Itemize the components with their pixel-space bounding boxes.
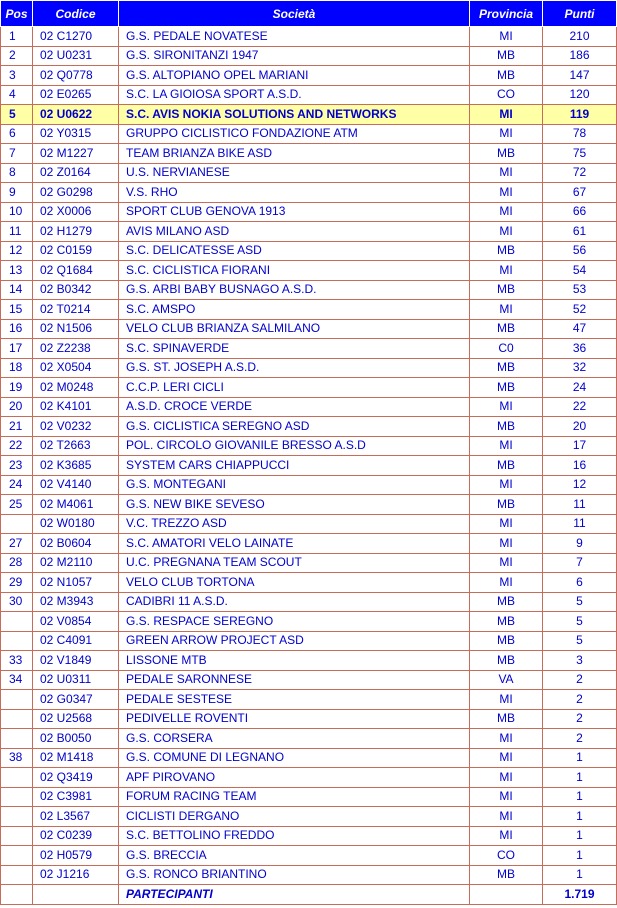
cell-pos: 29	[1, 573, 33, 593]
cell-punti: 1	[543, 846, 617, 866]
cell-pos: 15	[1, 300, 33, 320]
cell-punti: 54	[543, 261, 617, 281]
cell-codice: 02 B0050	[33, 729, 119, 749]
cell-societa: S.C. AVIS NOKIA SOLUTIONS AND NETWORKS	[119, 105, 470, 125]
table-row	[1, 397, 617, 417]
table-row	[1, 846, 617, 866]
cell-societa: S.C. BETTOLINO FREDDO	[119, 826, 470, 846]
cell-provincia: MI	[470, 124, 543, 144]
cell-societa: TEAM BRIANZA BIKE ASD	[119, 144, 470, 164]
cell-codice: 02 K3685	[33, 456, 119, 476]
cell-punti: 210	[543, 27, 617, 47]
cell-punti: 1	[543, 865, 617, 885]
table-row	[1, 222, 617, 242]
table-row	[1, 417, 617, 437]
table-row	[1, 592, 617, 612]
cell-punti: 22	[543, 397, 617, 417]
cell-pos: 33	[1, 651, 33, 671]
cell-provincia: MI	[470, 27, 543, 47]
table-row	[1, 826, 617, 846]
table-row	[1, 631, 617, 651]
cell-provincia: MB	[470, 495, 543, 515]
cell-pos: 1	[1, 27, 33, 47]
cell-provincia: MI	[470, 300, 543, 320]
table-row	[1, 553, 617, 573]
cell-provincia: MB	[470, 378, 543, 398]
table-row	[1, 670, 617, 690]
cell-pos: 6	[1, 124, 33, 144]
table-row	[1, 202, 617, 222]
cell-codice: 02 V0854	[33, 612, 119, 632]
cell-provincia: MB	[470, 46, 543, 66]
cell-punti: 20	[543, 417, 617, 437]
cell-pos: 8	[1, 163, 33, 183]
cell-punti: 75	[543, 144, 617, 164]
cell-provincia: MI	[470, 826, 543, 846]
cell-provincia: MB	[470, 144, 543, 164]
cell-codice: 02 J1216	[33, 865, 119, 885]
cell-punti: 1	[543, 826, 617, 846]
cell-codice: 02 N1506	[33, 319, 119, 339]
cell-provincia: CO	[470, 846, 543, 866]
cell-codice: 02 H1279	[33, 222, 119, 242]
cell-codice: 02 X0006	[33, 202, 119, 222]
cell-pos: 5	[1, 105, 33, 125]
cell-pos: 25	[1, 495, 33, 515]
cell-pos: 34	[1, 670, 33, 690]
cell-punti: 52	[543, 300, 617, 320]
cell-codice: 02 W0180	[33, 514, 119, 534]
cell-societa: G.S. ARBI BABY BUSNAGO A.S.D.	[119, 280, 470, 300]
cell-codice: 02 M4061	[33, 495, 119, 515]
cell-punti: 9	[543, 534, 617, 554]
table-row	[1, 573, 617, 593]
cell-codice: 02 G0298	[33, 183, 119, 203]
table-row	[1, 85, 617, 105]
cell-punti: 120	[543, 85, 617, 105]
cell-provincia: VA	[470, 670, 543, 690]
cell-societa: U.S. NERVIANESE	[119, 163, 470, 183]
cell-societa: G.S. ST. JOSEPH A.S.D.	[119, 358, 470, 378]
cell-societa: GRUPPO CICLISTICO FONDAZIONE ATM	[119, 124, 470, 144]
cell-provincia: MB	[470, 241, 543, 261]
cell-provincia: CO	[470, 85, 543, 105]
cell-punti: 2	[543, 729, 617, 749]
table-row	[1, 748, 617, 768]
footer-empty-provincia	[470, 885, 543, 905]
cell-codice: 02 C0239	[33, 826, 119, 846]
table-row	[1, 66, 617, 86]
cell-pos: 10	[1, 202, 33, 222]
cell-provincia: MB	[470, 865, 543, 885]
cell-societa: G.S. PEDALE NOVATESE	[119, 27, 470, 47]
cell-codice: 02 C0159	[33, 241, 119, 261]
cell-punti: 7	[543, 553, 617, 573]
cell-codice: 02 V0232	[33, 417, 119, 437]
cell-societa: G.S. SIRONITANZI 1947	[119, 46, 470, 66]
cell-societa: VELO CLUB BRIANZA SALMILANO	[119, 319, 470, 339]
cell-codice: 02 Z0164	[33, 163, 119, 183]
footer-label: PARTECIPANTI	[119, 885, 470, 905]
cell-societa: PEDALE SARONNESE	[119, 670, 470, 690]
header-pos: Pos	[1, 1, 33, 27]
cell-pos: 12	[1, 241, 33, 261]
cell-provincia: C0	[470, 339, 543, 359]
cell-codice: 02 U0311	[33, 670, 119, 690]
cell-societa: SYSTEM CARS CHIAPPUCCI	[119, 456, 470, 476]
table-row	[1, 436, 617, 456]
table-row	[1, 280, 617, 300]
table-row	[1, 241, 617, 261]
cell-pos: 18	[1, 358, 33, 378]
cell-provincia: MI	[470, 183, 543, 203]
cell-provincia: MB	[470, 66, 543, 86]
cell-societa: S.C. AMATORI VELO LAINATE	[119, 534, 470, 554]
cell-codice: 02 Q1684	[33, 261, 119, 281]
cell-pos	[1, 729, 33, 749]
table-body	[1, 27, 617, 885]
cell-societa: GREEN ARROW PROJECT ASD	[119, 631, 470, 651]
table-row	[1, 651, 617, 671]
cell-provincia: MB	[470, 319, 543, 339]
cell-punti: 11	[543, 495, 617, 515]
cell-punti: 12	[543, 475, 617, 495]
cell-codice: 02 U0231	[33, 46, 119, 66]
cell-pos: 17	[1, 339, 33, 359]
table-row	[1, 144, 617, 164]
table-row	[1, 534, 617, 554]
cell-punti: 186	[543, 46, 617, 66]
table-row	[1, 690, 617, 710]
cell-punti: 2	[543, 670, 617, 690]
table-row	[1, 514, 617, 534]
cell-pos	[1, 768, 33, 788]
cell-pos: 38	[1, 748, 33, 768]
cell-provincia: MB	[470, 358, 543, 378]
cell-codice: 02 N1057	[33, 573, 119, 593]
table-row	[1, 495, 617, 515]
cell-punti: 1	[543, 807, 617, 827]
cell-provincia: MI	[470, 163, 543, 183]
cell-punti: 11	[543, 514, 617, 534]
cell-societa: CICLISTI DERGANO	[119, 807, 470, 827]
cell-punti: 3	[543, 651, 617, 671]
cell-provincia: MB	[470, 709, 543, 729]
cell-punti: 17	[543, 436, 617, 456]
cell-codice: 02 C1270	[33, 27, 119, 47]
cell-punti: 32	[543, 358, 617, 378]
cell-societa: CADIBRI 11 A.S.D.	[119, 592, 470, 612]
table-row	[1, 865, 617, 885]
cell-pos: 21	[1, 417, 33, 437]
table-row	[1, 105, 617, 125]
cell-punti: 66	[543, 202, 617, 222]
cell-punti: 1	[543, 768, 617, 788]
cell-punti: 2	[543, 690, 617, 710]
cell-codice: 02 Q3419	[33, 768, 119, 788]
cell-codice: 02 M0248	[33, 378, 119, 398]
cell-societa: LISSONE MTB	[119, 651, 470, 671]
cell-punti: 47	[543, 319, 617, 339]
cell-codice: 02 C3981	[33, 787, 119, 807]
footer-total: 1.719	[543, 885, 617, 905]
table-row	[1, 729, 617, 749]
cell-societa: G.S. BRECCIA	[119, 846, 470, 866]
cell-provincia: MI	[470, 397, 543, 417]
cell-punti: 24	[543, 378, 617, 398]
header-row	[1, 1, 617, 27]
cell-provincia: MI	[470, 261, 543, 281]
cell-pos: 22	[1, 436, 33, 456]
cell-codice: 02 T0214	[33, 300, 119, 320]
cell-provincia: MI	[470, 787, 543, 807]
table-row	[1, 261, 617, 281]
cell-punti: 119	[543, 105, 617, 125]
cell-provincia: MI	[470, 222, 543, 242]
cell-codice: 02 C4091	[33, 631, 119, 651]
cell-societa: FORUM RACING TEAM	[119, 787, 470, 807]
cell-punti: 5	[543, 631, 617, 651]
table-row	[1, 378, 617, 398]
cell-societa: PEDALE SESTESE	[119, 690, 470, 710]
cell-pos: 19	[1, 378, 33, 398]
table-row	[1, 183, 617, 203]
cell-pos: 3	[1, 66, 33, 86]
cell-codice: 02 X0504	[33, 358, 119, 378]
cell-codice: 02 U0622	[33, 105, 119, 125]
cell-codice: 02 E0265	[33, 85, 119, 105]
header-codice: Codice	[33, 1, 119, 27]
cell-provincia: MI	[470, 534, 543, 554]
table-row	[1, 709, 617, 729]
cell-societa: PEDIVELLE ROVENTI	[119, 709, 470, 729]
cell-societa: G.S. RESPACE SEREGNO	[119, 612, 470, 632]
cell-codice: 02 Z2238	[33, 339, 119, 359]
cell-societa: G.S. MONTEGANI	[119, 475, 470, 495]
cell-pos: 20	[1, 397, 33, 417]
cell-punti: 16	[543, 456, 617, 476]
cell-societa: V.C. TREZZO ASD	[119, 514, 470, 534]
table-row	[1, 46, 617, 66]
cell-punti: 5	[543, 612, 617, 632]
header-provincia: Provincia	[470, 1, 543, 27]
cell-pos	[1, 514, 33, 534]
table-row	[1, 319, 617, 339]
cell-societa: S.C. DELICATESSE ASD	[119, 241, 470, 261]
footer-empty-codice	[33, 885, 119, 905]
cell-codice: 02 B0604	[33, 534, 119, 554]
cell-pos	[1, 709, 33, 729]
table-row	[1, 807, 617, 827]
cell-pos: 24	[1, 475, 33, 495]
cell-provincia: MB	[470, 456, 543, 476]
cell-punti: 1	[543, 787, 617, 807]
table-row	[1, 787, 617, 807]
cell-provincia: MI	[470, 807, 543, 827]
cell-codice: 02 K4101	[33, 397, 119, 417]
cell-societa: V.S. RHO	[119, 183, 470, 203]
cell-pos	[1, 807, 33, 827]
cell-societa: SPORT CLUB GENOVA 1913	[119, 202, 470, 222]
table-row	[1, 612, 617, 632]
cell-codice: 02 V4140	[33, 475, 119, 495]
cell-societa: S.C. CICLISTICA FIORANI	[119, 261, 470, 281]
cell-punti: 78	[543, 124, 617, 144]
cell-pos: 7	[1, 144, 33, 164]
table-row	[1, 768, 617, 788]
footer-empty-pos	[1, 885, 33, 905]
cell-societa: S.C. LA GIOIOSA SPORT A.S.D.	[119, 85, 470, 105]
cell-pos: 11	[1, 222, 33, 242]
cell-pos	[1, 865, 33, 885]
cell-societa: C.C.P. LERI CICLI	[119, 378, 470, 398]
cell-provincia: MB	[470, 592, 543, 612]
cell-pos	[1, 826, 33, 846]
cell-provincia: MI	[470, 475, 543, 495]
cell-punti: 1	[543, 748, 617, 768]
cell-codice: 02 M1227	[33, 144, 119, 164]
cell-punti: 2	[543, 709, 617, 729]
table-row	[1, 124, 617, 144]
cell-provincia: MB	[470, 612, 543, 632]
cell-societa: G.S. CICLISTICA SEREGNO ASD	[119, 417, 470, 437]
header-punti: Punti	[543, 1, 617, 27]
table-row	[1, 358, 617, 378]
cell-pos: 13	[1, 261, 33, 281]
cell-pos: 27	[1, 534, 33, 554]
cell-pos: 2	[1, 46, 33, 66]
cell-punti: 67	[543, 183, 617, 203]
cell-societa: POL. CIRCOLO GIOVANILE BRESSO A.S.D	[119, 436, 470, 456]
cell-punti: 147	[543, 66, 617, 86]
cell-provincia: MB	[470, 631, 543, 651]
cell-provincia: MI	[470, 690, 543, 710]
cell-provincia: MB	[470, 651, 543, 671]
cell-codice: 02 B0342	[33, 280, 119, 300]
cell-codice: 02 U2568	[33, 709, 119, 729]
cell-codice: 02 L3567	[33, 807, 119, 827]
cell-pos: 28	[1, 553, 33, 573]
cell-societa: U.C. PREGNANA TEAM SCOUT	[119, 553, 470, 573]
cell-codice: 02 M1418	[33, 748, 119, 768]
cell-societa: G.S. ALTOPIANO OPEL MARIANI	[119, 66, 470, 86]
cell-provincia: MI	[470, 553, 543, 573]
cell-codice: 02 T2663	[33, 436, 119, 456]
cell-pos	[1, 846, 33, 866]
cell-societa: APF PIROVANO	[119, 768, 470, 788]
cell-provincia: MI	[470, 729, 543, 749]
cell-pos: 23	[1, 456, 33, 476]
cell-provincia: MI	[470, 514, 543, 534]
cell-pos	[1, 787, 33, 807]
cell-codice: 02 Y0315	[33, 124, 119, 144]
cell-provincia: MI	[470, 436, 543, 456]
cell-codice: 02 H0579	[33, 846, 119, 866]
cell-punti: 6	[543, 573, 617, 593]
cell-punti: 56	[543, 241, 617, 261]
table-row	[1, 27, 617, 47]
cell-pos: 9	[1, 183, 33, 203]
cell-provincia: MI	[470, 573, 543, 593]
cell-societa: G.S. COMUNE DI LEGNANO	[119, 748, 470, 768]
cell-pos	[1, 690, 33, 710]
cell-punti: 72	[543, 163, 617, 183]
header-societa: Società	[119, 1, 470, 27]
cell-societa: VELO CLUB TORTONA	[119, 573, 470, 593]
cell-provincia: MI	[470, 202, 543, 222]
cell-pos: 14	[1, 280, 33, 300]
cell-punti: 53	[543, 280, 617, 300]
cell-punti: 36	[543, 339, 617, 359]
cell-societa: G.S. RONCO BRIANTINO	[119, 865, 470, 885]
cell-provincia: MI	[470, 768, 543, 788]
cell-codice: 02 Q0778	[33, 66, 119, 86]
table-row	[1, 339, 617, 359]
cell-codice: 02 V1849	[33, 651, 119, 671]
cell-societa: G.S. NEW BIKE SEVESO	[119, 495, 470, 515]
cell-pos	[1, 612, 33, 632]
cell-societa: G.S. CORSERA	[119, 729, 470, 749]
table-row	[1, 300, 617, 320]
cell-provincia: MB	[470, 280, 543, 300]
cell-pos: 30	[1, 592, 33, 612]
cell-societa: S.C. AMSPO	[119, 300, 470, 320]
cell-provincia: MI	[470, 105, 543, 125]
cell-provincia: MI	[470, 748, 543, 768]
table-row	[1, 163, 617, 183]
cell-societa: S.C. SPINAVERDE	[119, 339, 470, 359]
cell-punti: 61	[543, 222, 617, 242]
cell-societa: A.S.D. CROCE VERDE	[119, 397, 470, 417]
footer-row	[1, 885, 617, 905]
cell-pos: 4	[1, 85, 33, 105]
cell-societa: AVIS MILANO ASD	[119, 222, 470, 242]
cell-punti: 5	[543, 592, 617, 612]
table-row	[1, 456, 617, 476]
cell-pos	[1, 631, 33, 651]
cell-codice: 02 G0347	[33, 690, 119, 710]
cell-codice: 02 M3943	[33, 592, 119, 612]
cell-pos: 16	[1, 319, 33, 339]
cell-provincia: MB	[470, 417, 543, 437]
cell-codice: 02 M2110	[33, 553, 119, 573]
table-row	[1, 475, 617, 495]
